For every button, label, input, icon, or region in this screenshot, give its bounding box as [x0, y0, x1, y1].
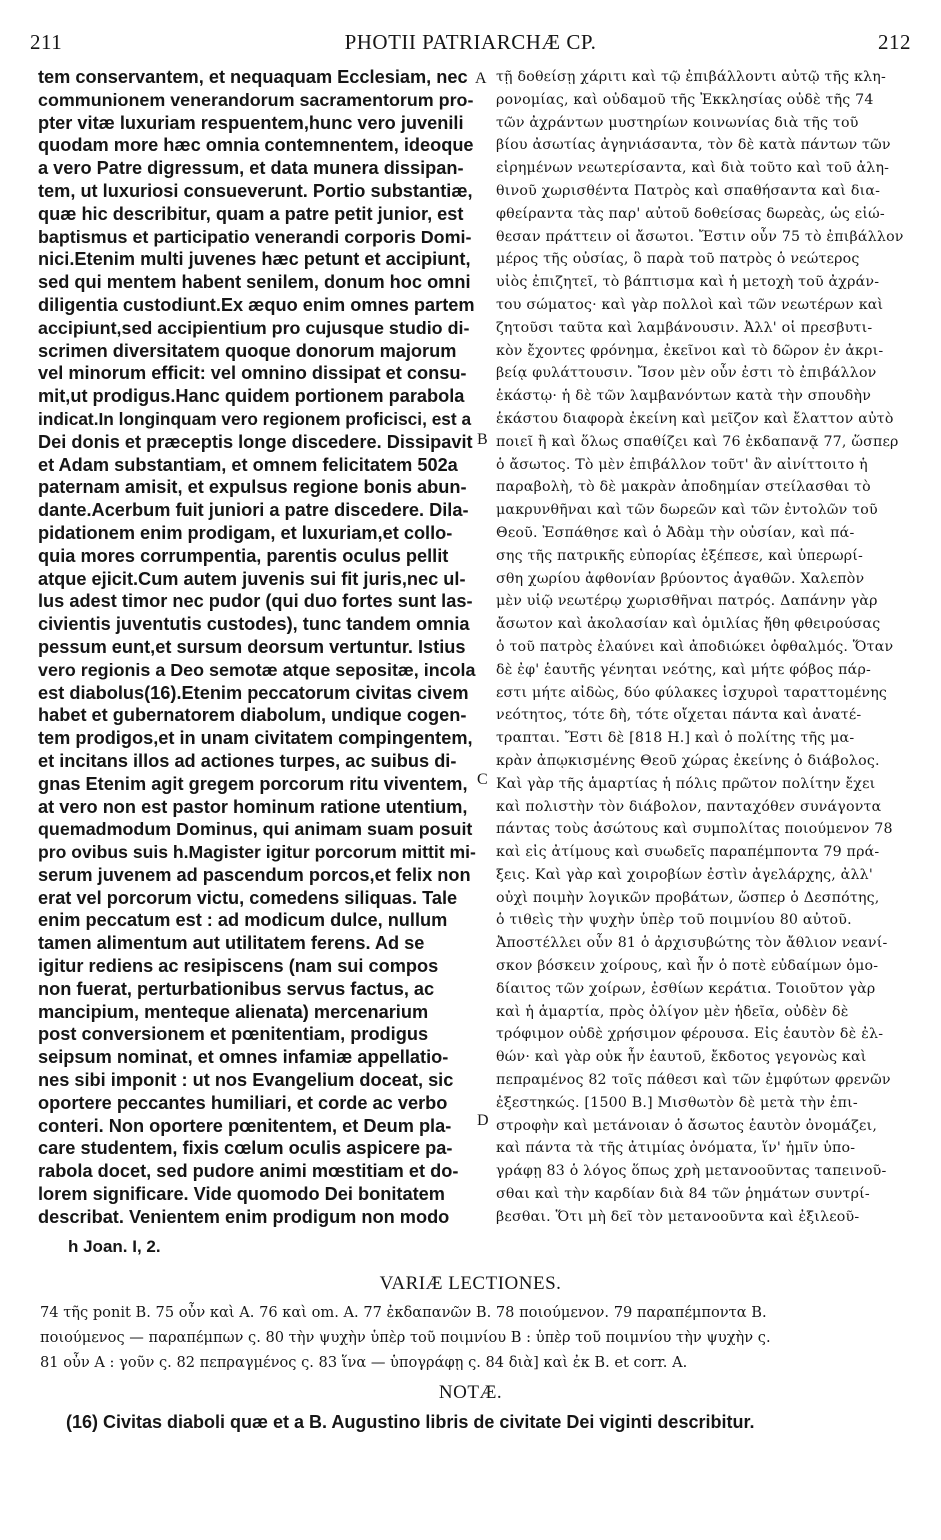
latin-text-line: describat. Venientem enim prodigum non modo: [38, 1206, 450, 1227]
greek-text-line: νεότητος, τότε δὴ, τότε οἴχεται πάντα καὶ ἀνατέ-: [496, 707, 862, 724]
latin-text-line: quia mores corrumpentia, parentis oculus pellit: [38, 545, 449, 566]
latin-text-line: tem, ut luxuriosi consueverunt. Portio substantiæ,: [38, 180, 473, 201]
greek-text-line: πεπραμένος 82 τοῖς πάθεσι καὶ τῶν ἐμφύτων φρενῶν: [496, 1072, 891, 1089]
latin-text-line: indicat.In longinquam vero regionem proficisci, est a: [38, 408, 472, 429]
greek-text-line: ρονομίας, καὶ οὐδαμοῦ τῆς Ἐκκλησίας οὐδὲ τῆς 74: [496, 91, 874, 108]
latin-text-line: pidationem enim prodigam, et luxuriam,et collo-: [38, 522, 453, 543]
latin-text-line: atque ejicit.Cum autem juvenis sui fit juris,nec ul-: [38, 568, 466, 589]
latin-text-line: accipiunt,sed accipientium pro cujusque studio di-: [38, 317, 470, 338]
latin-text-line: tamen alimentum aut utilitatem ferens. Ad se: [38, 933, 425, 954]
latin-text-line: communionem venerandorum sacramentorum pro-: [38, 89, 474, 110]
latin-text-line: vero regionis a Deo semotæ atque sepositæ, incola: [38, 659, 476, 680]
greek-text-line: θών· καὶ γὰρ οὐκ ἦν ἑαυτοῦ, ἔκδοτος γεγονὼς καὶ: [496, 1049, 867, 1066]
variant-readings: [40, 1300, 930, 1375]
latin-text-line: et Adam substantiam, et omnem felicitatem 502a: [38, 454, 458, 475]
latin-text-line: non fuerat, perturbationibus servus factus, ac: [38, 978, 435, 999]
latin-text-line: habet et gubernatorem diabolum, undique cogen-: [38, 705, 467, 726]
latin-text-line: conteri. Non oportere pœnitentem, et Deum pla-: [38, 1115, 452, 1136]
greek-text-line: σθη χωρίου ἀφθονίαν βρύοντος ἀγαθῶν. Χαλεπὸν: [496, 570, 865, 587]
latin-text-line: et incitans illos ad actiones turpes, ac suibus di-: [38, 750, 457, 771]
greek-text-line: κὸν ἔχοντες φρόνημα, ἐκεῖνοι καὶ τὸ δῶρον ἐν ἀκρι-: [496, 342, 884, 359]
latin-text-line: post conversionem et pœnitentiam, prodigus: [38, 1024, 429, 1045]
greek-text-line: οὐχὶ ποιμὴν λογικῶν προβάτων, ὥσπερ ὁ Δεσπότης,: [496, 889, 880, 906]
latin-text-line: rabola docet, sed pudore animi mœstitiam et do-: [38, 1161, 459, 1182]
margin-letter-d: D: [477, 1112, 489, 1129]
latin-text-line: seipsum nominat, et omnes infamiæ appellatio-: [38, 1047, 449, 1068]
greek-text-line: Ἀποστέλλει οὖν 81 ὁ ἀρχισυβώτης τὸν ἄθλιον νεανί-: [496, 935, 888, 952]
latin-text-line: quemadmodum Dominus, qui animam suam posuit: [38, 819, 473, 840]
greek-text-line: σκον βόσκειν χοίρους, καὶ ἦν ὁ ποτὲ εὐδαίμων ὁμο-: [496, 958, 879, 975]
greek-text-line: ζητοῦσι ταῦτα καὶ λαμβάνουσιν. Ἀλλ' οἱ πρεσβυτι-: [496, 319, 873, 336]
latin-text-line: nici.Etenim multi juvenes hæc petunt et accipiunt,: [38, 249, 471, 270]
greek-text-line: δίαιτος τῶν χοίρων, ἐσθίων κεράτια. Τοιοῦτον γὰρ: [496, 980, 876, 997]
greek-text-line: μὲν υἱῷ νεωτέρῳ χωρισθῆναι πατρός. Δαπάνην γὰρ: [496, 593, 878, 610]
greek-text-line: θεσαν πράττειν οἱ ἄσωτοι. Ἔστιν οὖν 75 τὸ ἐπιβάλλον: [496, 228, 904, 245]
latin-text-line: lus adest timor nec pudor (qui duo fortes sunt las-: [38, 591, 473, 612]
latin-text-line: pter vitæ luxuriam respuentem,hunc vero juvenili: [38, 112, 464, 133]
greek-text-line: ποιεῖ ἢ καὶ ὅλως σπαθίζει καὶ 76 ἐκδαπανᾷ 77, ὥσπερ: [496, 433, 899, 450]
greek-text-line: εἰρημένων νεωτερίσαντα, καὶ διὰ τοῦτο καὶ τοῦ ἀλη-: [496, 160, 890, 177]
margin-letter-b: B: [477, 431, 488, 448]
greek-text-line: κρὰν ἀπῳκισμένης Θεοῦ χώρας ἐκείνης ὁ διάβολος.: [496, 752, 880, 769]
greek-text-line: σθαι καὶ τὴν καρδίαν διὰ 84 τῶν ῥημάτων συντρί-: [496, 1186, 870, 1203]
greek-text-line: καὶ ἡ ἁμαρτία, πρὸς ὀλίγον μὲν ἡδεῖα, οὐδὲν δὲ: [496, 1003, 849, 1020]
latin-text-line: pessum eunt,et sursum deorsum vertuntur. Istius: [38, 636, 466, 657]
running-title: PHOTII PATRIARCHÆ CP.: [344, 30, 597, 54]
latin-text-line: diligentia custodiunt.Ex æquo enim omnes partem: [38, 294, 475, 315]
margin-letter-a: A: [475, 70, 487, 87]
greek-text-line: ξεις. Καὶ γὰρ καὶ χοιροβίων ἐστὶν ἀγελάρχης, ἀλλ': [496, 866, 873, 883]
notae-heading: NOTÆ.: [438, 1382, 503, 1403]
latin-text-line: tem conservantem, et nequaquam Ecclesiam, nec: [38, 67, 468, 87]
greek-text-line: τῶν ἀχράντων μυστηρίων κοινωνίας διὰ τῆς τοῦ: [496, 114, 859, 131]
latin-text-line: dante.Acerbum fuit juniori a patre discedere. Dila-: [38, 500, 469, 521]
greek-text-line: τῇ δοθείσῃ χάριτι καὶ τῷ ἐπιβάλλοντι αὐτῷ τῆς κλη-: [496, 69, 886, 85]
greek-text-line: βίου ἀσωτίας ἀγηνιάσαντα, τὸν δὲ κατὰ πάντων τῶν: [496, 137, 891, 154]
greek-text-line: υἱὸς ἐπιζητεῖ, τὸ βάπτισμα καὶ ἡ μετοχὴ τοῦ ἀχράν-: [496, 274, 880, 291]
latin-text-line: mancipium, menteque alienata) mercenarium: [38, 1001, 429, 1022]
greek-column: [496, 66, 932, 1236]
greek-text-line: καὶ εἰς ἀτίμους καὶ συωδεῖς παραπέμποντα 79 πρά-: [496, 844, 880, 861]
greek-text-line: βεσθαι. Ὅτι μὴ δεῖ τὸν μετανοοῦντα καὶ ἐξιλεοῦ-: [496, 1208, 860, 1225]
greek-text-line: φθείραντα τὰς παρ' αὐτοῦ δοθείσας δωρεὰς, ὡς εἰώ-: [496, 205, 885, 222]
latin-text-line: scrimen diversitatem quoque donorum majorum: [38, 340, 457, 361]
latin-text-line: care studentem, fixis cœlum oculis aspicere pa-: [38, 1138, 453, 1159]
variant-line: ποιούμενος — παραπέμπων ς. 80 τὴν ψυχὴν ὑπὲρ τοῦ ποιμνίου B : ὑπὲρ τοῦ ποιμνίου τὴν ψυχὴν ς.: [40, 1329, 771, 1346]
greek-text-line: στροφὴν καὶ μετάνοιαν ὁ ἄσωτος ἑαυτὸν ὀνομάζει,: [496, 1117, 878, 1134]
greek-text-line: καὶ πάντα τὰ τῆς ἀτιμίας ὀνόματα, ἵν' ἡμῖν ὑπο-: [496, 1140, 856, 1157]
latin-text-line: igitur rediens ac resipiscens (nam sui compos: [38, 956, 439, 977]
footnote-h: h Joan. I, 2.: [68, 1237, 161, 1256]
page-header: [30, 30, 911, 62]
page-number-right: 212: [878, 30, 911, 54]
latin-text-line: baptismus et participatio venerandi corporis Domi-: [38, 226, 472, 247]
greek-text-line: βείᾳ φυλάττουσιν. Ἴσον μὲν οὖν ἐστι τὸ ἐπιβάλλον: [496, 365, 877, 382]
latin-text-line: gnas Etenim agit gregem porcorum ritu viventem,: [38, 773, 468, 794]
latin-text-line: oportere peccantes humiliari, et corde ac verbo: [38, 1092, 448, 1113]
latin-text-line: at vero non est pastor hominum ratione utentium,: [38, 796, 468, 817]
latin-text-line: erat vel porcorum victu, comedens siliquas. Tale: [38, 887, 458, 908]
greek-text-line: του σώματος· καὶ γὰρ πολλοὶ καὶ τῶν νεωτέρων καὶ: [496, 296, 884, 313]
latin-text-line: Dei donis et præceptis longe discedere. Dissipavit: [38, 431, 473, 452]
greek-text-line: ὁ τοῦ πατρὸς ἐλαύνει καὶ ἀποδιώκει ὀφθαλμός. Ὅταν: [496, 638, 894, 655]
note-16: (16) Civitas diaboli quæ et a B. Augustino libris de civitate Dei viginti describitur.: [66, 1412, 755, 1432]
greek-text-line: Θεοῦ. Ἐσπάθησε καὶ ὁ Ἀδὰμ τὴν οὐσίαν, καὶ πά-: [496, 524, 855, 541]
greek-text-line: μέρος τῆς οὐσίας, ὃ παρὰ τοῦ πατρὸς ὁ νεώτερος: [496, 251, 860, 268]
greek-text-line: γράφῃ 83 ὁ λόγος ὅπως χρὴ μετανοοῦντας ταπεινοῦ-: [496, 1163, 887, 1180]
latin-text-line: tem prodigos,et in unam civitatem compingentem,: [38, 728, 473, 749]
latin-text-line: enim peccatum est : ad modicum dulce, nullum: [38, 910, 448, 931]
page-number-left: 211: [30, 30, 63, 54]
greek-text-line: σης τῆς πατρικῆς εὐπορίας ἐξέπεσε, καὶ ὑπερωρί-: [496, 547, 864, 564]
latin-text-line: quæ hic describitur, quam a patre petit junior, est: [38, 203, 464, 224]
latin-text-line: a vero Patre digressum, et data munera dissipan-: [38, 158, 464, 179]
greek-text-line: ὁ τιθεὶς τὴν ψυχὴν ὑπὲρ τοῦ ποιμνίου 80 αὐτοῦ.: [496, 912, 852, 929]
greek-text-line: ὁ ἄσωτος. Τὸ μὲν ἐπιβάλλον τοῦτ' ἂν αἰνίττοιτο ἡ: [496, 456, 868, 473]
latin-text-line: est diabolus(16).Etenim peccatorum civitas civem: [38, 682, 469, 703]
margin-letter-c: C: [477, 771, 488, 788]
variae-lectiones-heading: VARIÆ LECTIONES.: [379, 1273, 562, 1294]
latin-text-line: quodam more hæc omnia contemnentem, ideoque: [38, 135, 474, 156]
greek-text-line: Καὶ γὰρ τῆς ἁμαρτίας ἡ πόλις πρῶτον πολίτην ἔχει: [496, 775, 876, 792]
latin-text-line: civientis juventutis custodes), tunc tandem omnia: [38, 614, 470, 635]
greek-text-line: ἐξεστηκώς. [1500 B.] Μισθωτὸν δὲ μετὰ τὴν ἐπι-: [496, 1094, 858, 1111]
latin-text-line: lorem significare. Vide quomodo Dei bonitatem: [38, 1184, 445, 1205]
greek-text-line: εστι μήτε αἰδὼς, δύο φύλακες ἰσχυροὶ ταραττομένης: [496, 684, 888, 701]
latin-text-line: pro ovibus suis h.Magister igitur porcorum mittit mi-: [38, 842, 476, 863]
latin-text-line: serum juvenem ad pascendum porcos,et felix non: [38, 864, 471, 885]
greek-text-line: θινοῦ χωρισθέντα Πατρὸς καὶ σπαθήσαντα καὶ δια-: [496, 182, 881, 199]
greek-text-line: τραπται. Ἔστι δὲ [818 H.] καὶ ὁ πολίτης τῆς μα-: [496, 730, 855, 747]
greek-text-line: πάντας τοὺς ἀσώτους καὶ συμπολίτας ποιούμενον 78: [496, 821, 893, 838]
latin-text-line: mit,ut prodigus.Hanc quidem portionem parabola: [38, 386, 465, 407]
latin-text-line: nes sibi imponit : ut nos Evangelium doceat, sic: [38, 1070, 454, 1091]
variant-line: 81 οὖν A : γοῦν ς. 82 πεπραγμένος ς. 83 ἵνα — ὑπογράφῃ ς. 84 διὰ] καὶ ἐκ B. et corr. A.: [40, 1354, 688, 1371]
greek-text-line: δὲ ἐφ' ἑαυτῆς γένηται νεότης, καὶ μήτε φόβος πάρ-: [496, 661, 871, 678]
variant-line: 74 τῆς ponit B. 75 οὖν καὶ A. 76 καὶ om. A. 77 ἐκδαπανῶν B. 78 ποιούμενον. 79 παραπέμποντα B.: [40, 1304, 767, 1321]
greek-text-line: τρόφιμον οὐδὲ χρήσιμον φέρουσα. Εἰς ἑαυτὸν δὲ ἐλ-: [496, 1026, 884, 1043]
greek-text-line: καὶ πολιστὴν τὸν διάβολον, πανταχόθεν συνάγοντα: [496, 798, 882, 815]
greek-text-line: μακρυνθῆναι καὶ τῶν δωρεῶν καὶ τῶν ἐντολῶν τοῦ: [496, 502, 878, 519]
latin-text-line: sed qui mentem habent senilem, donum hoc omni: [38, 272, 471, 293]
latin-column: [38, 66, 476, 1236]
latin-text-line: vel minorum efficit: vel omnino dissipat et consu-: [38, 363, 467, 384]
latin-text-line: paternam amisit, et expulsus regione bonis abun-: [38, 477, 467, 498]
greek-text-line: ἑκάστου διαφορὰ ἐκείνη καὶ μεῖζον καὶ ἔλαττον αὐτὸ: [496, 410, 894, 427]
greek-text-line: παραβολὴ, τὸ δὲ μακρὰν ἀποδημίαν στείλασθαι τὸ: [496, 479, 871, 496]
greek-text-line: ἄσωτον καὶ ἀκολασίαν καὶ ὁμιλίας ἤθη φθειρούσας: [496, 616, 881, 633]
greek-text-line: ἑκάστῳ· ἡ δὲ τῶν λαμβανόντων κατὰ τὴν σπουδὴν: [496, 388, 872, 405]
